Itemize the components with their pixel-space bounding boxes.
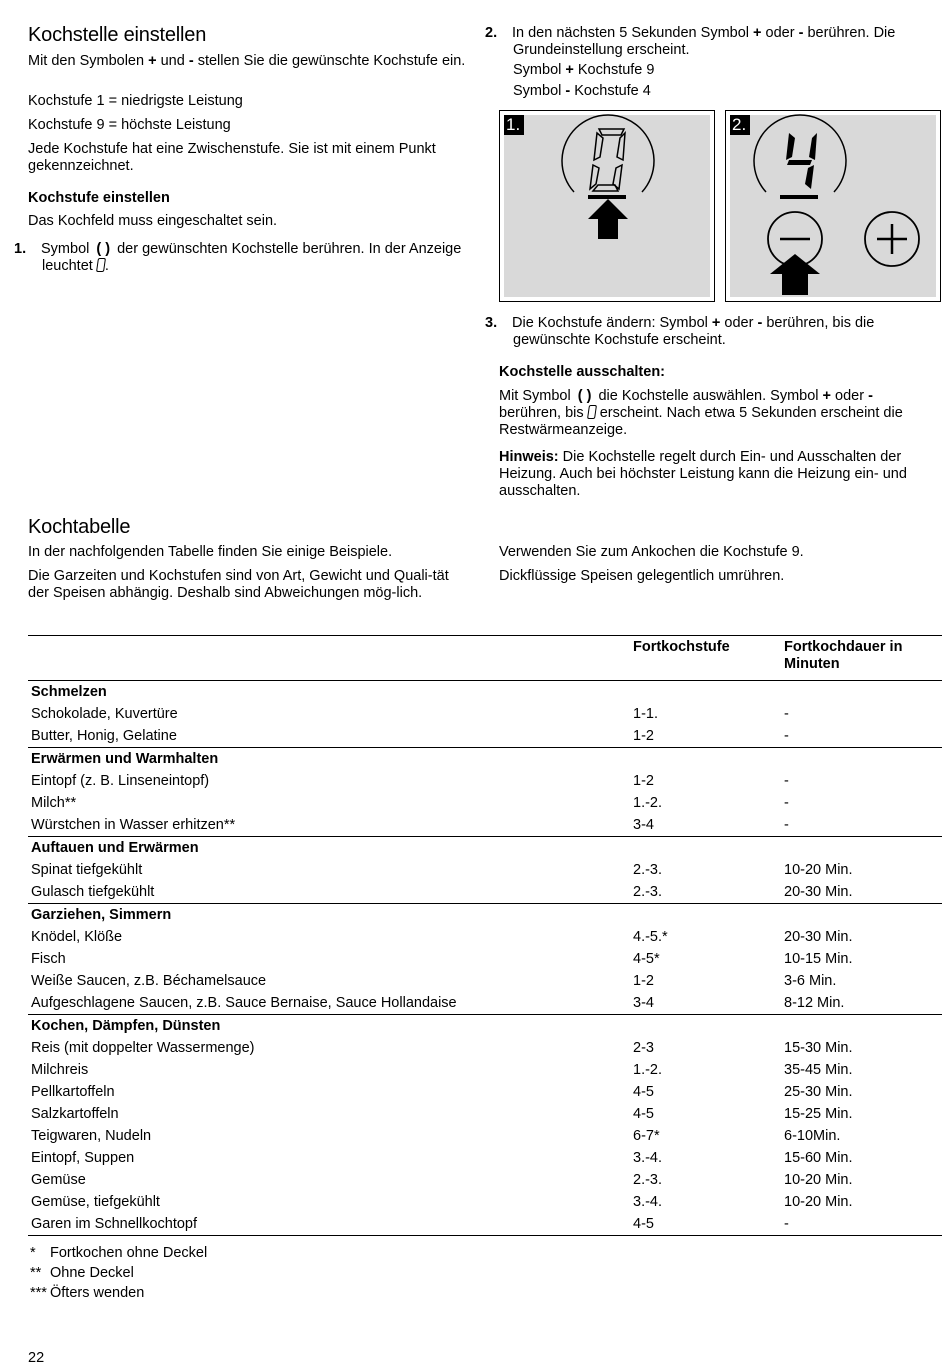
footnote-2-text: Ohne Deckel: [50, 1265, 134, 1281]
minus-symbol: -: [798, 25, 804, 41]
food-cell: Salzkartoffeln: [31, 1106, 119, 1122]
table-row: [28, 814, 942, 837]
off-or: oder: [835, 388, 865, 404]
panel-1-label: 1.: [504, 115, 524, 135]
duration-cell: -: [784, 773, 789, 789]
table-row: [28, 792, 942, 814]
level-cell: 3-4: [633, 817, 654, 833]
duration-cell: 25-30 Min.: [784, 1084, 853, 1100]
duration-cell: 20-30 Min.: [784, 929, 853, 945]
step-2-plus-result: Kochstufe 9: [577, 62, 655, 78]
footnote-1-text: Fortkochen ohne Deckel: [50, 1245, 208, 1261]
step-1-number: 1.: [14, 241, 27, 257]
display-digit-zero-icon: [590, 129, 625, 191]
display-zero-icon: [587, 405, 597, 419]
step-2-plus-symbol-word: Symbol: [513, 62, 562, 78]
food-cell: Reis (mit doppelter Wassermenge): [31, 1040, 255, 1056]
precondition-text: Das Kochfeld muss eingeschaltet sein.: [28, 213, 278, 229]
food-cell: Milchreis: [31, 1062, 89, 1078]
step-3: [485, 315, 950, 349]
level-cell: 1-2: [633, 973, 654, 989]
header-row: [28, 636, 942, 681]
off-text-d: erscheint. Nach etwa 5 Sekunden erscheint die Restwärmeanzeige.: [499, 405, 903, 438]
duration-cell: 10-20 Min.: [784, 862, 853, 878]
food-cell: Fisch: [31, 951, 66, 967]
step-2-after: berühren. Die Grundeinstellung erscheint.: [513, 25, 896, 58]
cooking-table-header: [28, 636, 942, 681]
footnote-1: [30, 1243, 207, 1263]
footnote-2: [30, 1263, 207, 1283]
level-cell: 6-7*: [633, 1128, 660, 1144]
food-cell: Würstchen in Wasser erhitzen**: [31, 817, 236, 833]
cooking-table-body: [28, 681, 942, 1236]
step-2: [485, 25, 950, 59]
table-row: [28, 1103, 942, 1125]
step-3-or: oder: [724, 315, 754, 331]
level-cell: 3.-4.: [633, 1150, 663, 1166]
minus-symbol: -: [868, 388, 873, 404]
step-2-plus-line: [513, 62, 654, 79]
food-cell: Eintopf, Suppen: [31, 1150, 135, 1166]
hotplate-select-symbol: ( ): [96, 241, 111, 257]
active-bar-icon: [588, 195, 626, 199]
food-cell: Milch**: [31, 795, 77, 811]
table-row: [28, 926, 942, 948]
table-row: [28, 859, 942, 881]
note-paragraph: [499, 449, 939, 500]
intro-text-a: Mit den Symbolen: [28, 53, 145, 69]
table-category-row: [28, 748, 942, 771]
table-row: [28, 1059, 942, 1081]
table-row: [28, 881, 942, 904]
footnote-3-mark: ***: [30, 1285, 47, 1301]
step-2-minus-result: Kochstufe 4: [574, 83, 651, 99]
food-cell: Pellkartoffeln: [31, 1084, 115, 1100]
hotplate-select-symbol: ( ): [577, 388, 592, 404]
duration-cell: -: [784, 817, 789, 833]
hotplate-ring-icon: [754, 115, 846, 192]
table-intro-2: Die Garzeiten und Kochstufen sind von Art, Gewicht und Quali-tät der Speisen abhängig. Deshalb sind Abweichungen mög-lich.: [28, 568, 449, 601]
duration-cell: -: [784, 1216, 789, 1232]
food-cell: Knödel, Klöße: [31, 929, 123, 945]
minus-symbol: -: [757, 315, 763, 331]
category-title: Kochen, Dämpfen, Dünsten: [31, 1018, 221, 1034]
category-title: Schmelzen: [31, 684, 107, 700]
step-2-minus-symbol-word: Symbol: [513, 83, 562, 99]
panel-2-label: 2.: [730, 115, 750, 135]
minus-symbol: -: [188, 53, 194, 69]
table-intro-4: Dickflüssige Speisen gelegentlich umrühren.: [499, 568, 785, 584]
off-heading: Kochstelle ausschalten:: [499, 364, 665, 380]
category-title: Garziehen, Simmern: [31, 907, 172, 923]
level-cell: 4-5: [633, 1106, 654, 1122]
level-cell: 1-1.: [633, 706, 658, 722]
food-cell: Gemüse: [31, 1172, 86, 1188]
active-bar-icon: [780, 195, 818, 199]
level-cell: 3.-4.: [633, 1194, 663, 1210]
duration-cell: 15-30 Min.: [784, 1040, 853, 1056]
duration-cell: 10-15 Min.: [784, 951, 853, 967]
duration-cell: -: [784, 706, 789, 722]
note-text: Die Kochstelle regelt durch Ein- und Ausschalten der Heizung. Auch bei höchster Leistung kann die Heizung ein- und ausschalten.: [499, 449, 907, 499]
step-2-minus-line: [513, 83, 651, 100]
table-category-row: [28, 1015, 942, 1038]
table-row: [28, 703, 942, 725]
level-cell: 2-3: [633, 1040, 654, 1056]
table-category-row: [28, 681, 942, 704]
table-row: [28, 1191, 942, 1213]
table-row: [28, 970, 942, 992]
table-category-row: [28, 904, 942, 927]
page-number: 22: [28, 1350, 45, 1366]
food-cell: Spinat tiefgekühlt: [31, 862, 143, 878]
level-1-text: Kochstufe 1 = niedrigste Leistung: [28, 93, 243, 109]
food-cell: Eintopf (z. B. Linseneintopf): [31, 773, 210, 789]
duration-cell: -: [784, 728, 789, 744]
section-title-kochtabelle: Kochtabelle: [28, 516, 131, 538]
plus-symbol: +: [565, 62, 574, 78]
food-cell: Gemüse, tiefgekühlt: [31, 1194, 160, 1210]
level-cell: 1.-2.: [633, 1062, 663, 1078]
table-row: [28, 770, 942, 792]
off-paragraph: [499, 388, 939, 439]
category-title: Auftauen und Erwärmen: [31, 840, 199, 856]
off-text-b: die Kochstelle auswählen. Symbol: [598, 388, 819, 404]
duration-cell: 10-20 Min.: [784, 1194, 853, 1210]
panel-2-display-graphic: [726, 111, 942, 303]
footnote-3-text: Öfters wenden: [50, 1285, 145, 1301]
food-cell: Butter, Honig, Gelatine: [31, 728, 177, 744]
category-title: Erwärmen und Warmhalten: [31, 751, 219, 767]
duration-cell: 15-25 Min.: [784, 1106, 853, 1122]
table-row: [28, 1169, 942, 1191]
level-cell: 3-4: [633, 995, 654, 1011]
header-duration: Fortkochdauer in Minuten: [784, 639, 903, 672]
off-text-c: berühren, bis: [499, 405, 584, 421]
duration-cell: 15-60 Min.: [784, 1150, 853, 1166]
illustration-panel-2: [725, 110, 941, 302]
up-arrow-icon: [588, 199, 628, 239]
table-row: [28, 1213, 942, 1236]
cooking-table: [28, 635, 942, 1236]
level-cell: 2.-3.: [633, 862, 663, 878]
food-cell: Teigwaren, Nudeln: [31, 1128, 152, 1144]
duration-cell: 6-10Min.: [784, 1128, 841, 1144]
food-cell: Aufgeschlagene Saucen, z.B. Sauce Bernaise, Sauce Hollandaise: [31, 995, 457, 1011]
duration-cell: -: [784, 795, 789, 811]
intro-text-b: und: [160, 53, 185, 69]
step-3-number: 3.: [485, 315, 498, 331]
table-row: [28, 725, 942, 748]
duration-cell: 20-30 Min.: [784, 884, 853, 900]
step-3-text-b: berühren, bis die gewünschte Kochstufe erscheint.: [513, 315, 875, 348]
step-1: [14, 241, 482, 275]
footnote-1-mark: *: [30, 1245, 36, 1261]
section-title-kochstelle: Kochstelle einstellen: [28, 24, 207, 46]
footnote-2-mark: **: [30, 1265, 42, 1281]
header-level: Fortkochstufe: [633, 639, 730, 655]
plus-symbol: +: [148, 53, 157, 69]
step-3-text-a: Die Kochstufe ändern: Symbol: [512, 315, 708, 331]
table-row: [28, 948, 942, 970]
plus-symbol: +: [753, 25, 762, 41]
table-intro-3: Verwenden Sie zum Ankochen die Kochstufe 9.: [499, 544, 804, 560]
level-cell: 1-2: [633, 773, 654, 789]
level-cell: 2.-3.: [633, 884, 663, 900]
note-label: Hinweis:: [499, 449, 559, 465]
food-cell: Weiße Saucen, z.B. Béchamelsauce: [31, 973, 267, 989]
step-2-or: oder: [765, 25, 795, 41]
table-row: [28, 992, 942, 1015]
intro-text-c: stellen Sie die gewünschte Kochstufe ein.: [197, 53, 466, 69]
display-zero-icon: [96, 258, 106, 272]
table-row: [28, 1081, 942, 1103]
food-cell: Garen im Schnellkochtopf: [31, 1216, 198, 1232]
plus-symbol: +: [822, 388, 832, 404]
step-2-text: In den nächsten 5 Sekunden Symbol: [512, 25, 749, 41]
level-cell: 1-2: [633, 728, 654, 744]
hotplate-ring-icon: [562, 115, 654, 192]
footnotes: [30, 1243, 207, 1303]
panel-1-display-graphic: [500, 111, 716, 303]
off-text-a: Mit Symbol: [499, 388, 571, 404]
table-category-row: [28, 837, 942, 860]
level-9-text: Kochstufe 9 = höchste Leistung: [28, 117, 231, 133]
level-cell: 4-5: [633, 1084, 654, 1100]
level-cell: 4-5: [633, 1216, 654, 1232]
food-cell: Gulasch tiefgekühlt: [31, 884, 155, 900]
illustration-panel-1: [499, 110, 715, 302]
step-2-number: 2.: [485, 25, 498, 41]
display-digit-four-icon: [786, 133, 817, 189]
level-cell: 4-5*: [633, 951, 660, 967]
subheading-kochstufe: Kochstufe einstellen: [28, 190, 170, 206]
intermediate-text: Jede Kochstufe hat eine Zwischenstufe. Sie ist mit einem Punkt gekennzeichnet.: [28, 141, 436, 174]
duration-cell: 8-12 Min.: [784, 995, 845, 1011]
table-row: [28, 1125, 942, 1147]
intro-paragraph: [28, 53, 468, 70]
step-1-text-b: der gewünschten Kochstelle berühren. In der Anzeige leuchtet: [42, 241, 462, 274]
duration-cell: 10-20 Min.: [784, 1172, 853, 1188]
level-cell: 2.-3.: [633, 1172, 663, 1188]
table-intro-1: In der nachfolgenden Tabelle finden Sie einige Beispiele.: [28, 544, 393, 560]
level-cell: 4.-5.*: [633, 929, 668, 945]
minus-symbol: -: [565, 83, 571, 99]
table-row: [28, 1037, 942, 1059]
level-cell: 1.-2.: [633, 795, 663, 811]
step-1-end: .: [104, 258, 109, 274]
duration-cell: 35-45 Min.: [784, 1062, 853, 1078]
duration-cell: 3-6 Min.: [784, 973, 837, 989]
step-1-text-a: Symbol: [41, 241, 90, 257]
plus-symbol: +: [711, 315, 721, 331]
header-food: [28, 636, 633, 681]
table-row: [28, 1147, 942, 1169]
footnote-3: [30, 1283, 207, 1303]
food-cell: Schokolade, Kuvertüre: [31, 706, 178, 722]
